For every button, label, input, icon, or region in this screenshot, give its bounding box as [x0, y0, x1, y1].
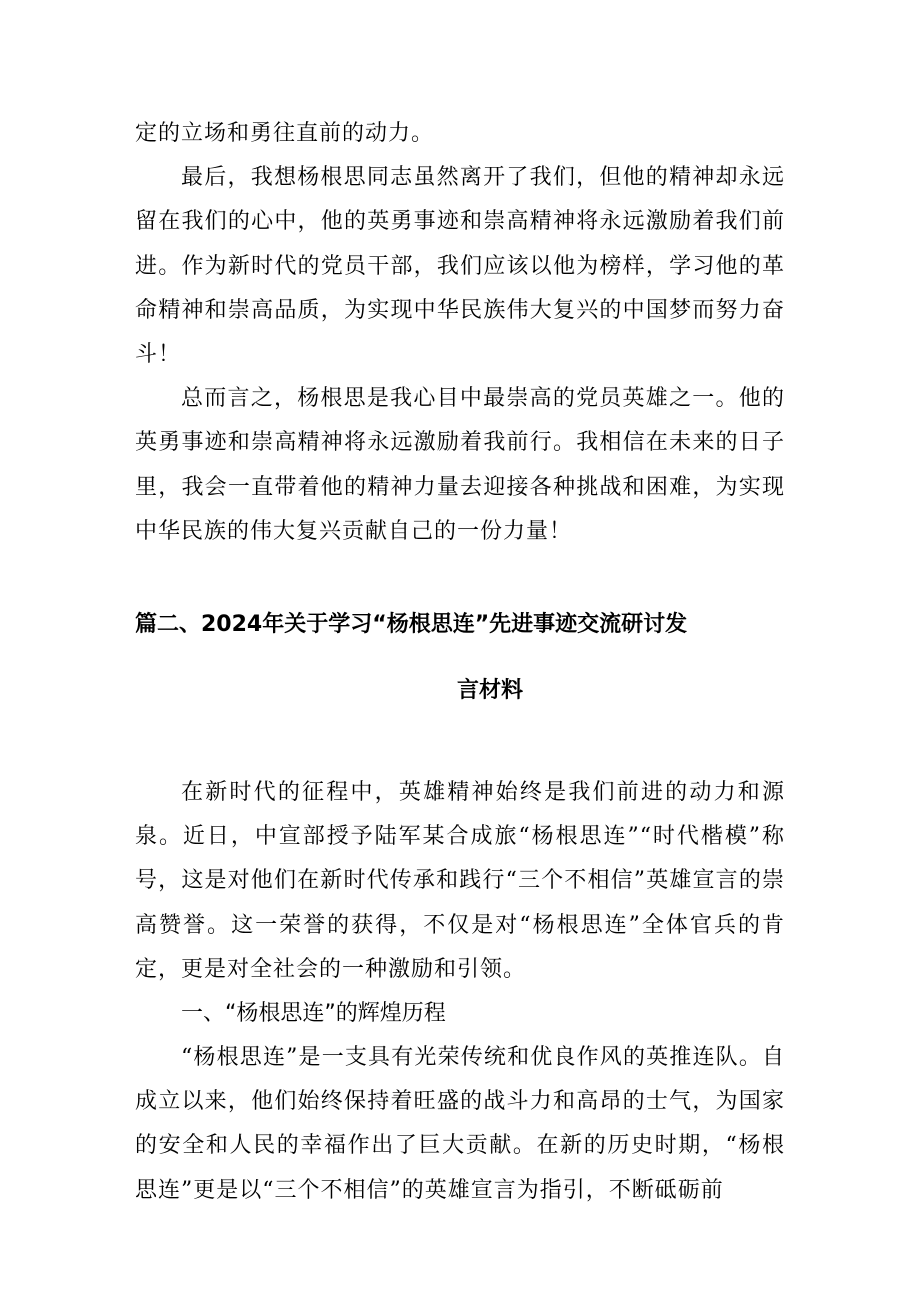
section-title-continued: 言材料: [456, 678, 523, 704]
paragraph-conclusion: 总而言之，杨根思是我心目中最崇高的党员英雄之一。他的英勇事迹和崇高精神将永远激励着我前行。我相信在未来的日子里，我会一直带着他的精神力量去迎接各种挑战和困难，为实现中华民族的伟大复兴贡献自己的一份力量！: [135, 386, 785, 544]
section-spacer: [135, 714, 785, 771]
paragraph-history: “杨根思连”是一支具有光荣传统和优良作风的英推连队。自成立以来，他们始终保持着旺盛的战斗力和高昂的士气，为国家的安全和人民的幸福作出了巨大贡献。在新的历史时期，“杨根思连”更是以“三个不相信”的英雄宣言为指引，不断砥砺前: [135, 1045, 785, 1203]
section-title: 篇二、2024年关于学习“杨根思连”先进事迹交流研讨发: [135, 612, 688, 638]
paragraph-continuation: 定的立场和勇往直前的动力。: [135, 121, 435, 146]
document-body: [135, 112, 785, 1213]
paragraph-intro: 在新时代的征程中，英雄精神始终是我们前进的动力和源泉。近日，中宣部授予陆军某合成旅“杨根思连”“时代楷模”称号，这是对他们在新时代传承和践行“三个不相信”英雄宣言的崇高赞誉。这一荣誉的获得，不仅是对“杨根思连”全体官兵的肯定，更是对全社会的一种激励和引领。: [135, 780, 785, 982]
paragraph-finally: 最后，我想杨根思同志虽然离开了我们，但他的精神却永远留在我们的心中，他的英勇事迹和崇高精神将永远激励着我们前进。作为新时代的党员干部，我们应该以他为榜样，学习他的革命精神和崇高品质，为实现中华民族伟大复兴的中国梦而努力奋斗！: [135, 165, 785, 368]
subheading-history: 一、“杨根思连”的辉煌历程: [181, 1001, 446, 1027]
